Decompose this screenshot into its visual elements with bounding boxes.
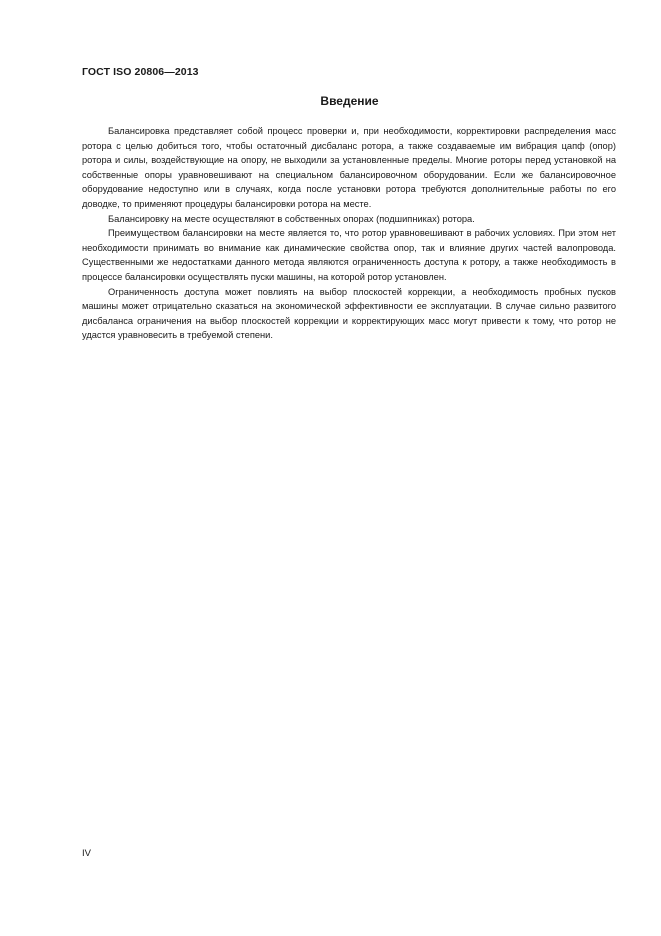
page-number: IV: [82, 848, 91, 859]
document-header: ГОСТ ISO 20806—2013: [82, 66, 199, 78]
body-text: [82, 124, 616, 343]
paragraph: Ограниченность доступа может повлиять на выбор плоскостей коррекции, а необходимость пробных пусков машины может отрицательно сказаться на экономической эффективности ее эксплуатации. В случае сильно развитого дисбаланса ограничения на выбор плоскостей коррекции и корректирующих масс могут привести к тому, что ротор не удастся уравновесить в требуемой степени.: [82, 286, 616, 341]
paragraph: Балансировку на месте осуществляют в собственных опорах (подшипниках) ротора.: [108, 213, 475, 224]
paragraph: Преимуществом балансировки на месте является то, что ротор уравновешивают в рабочих условиях. При этом нет необходимости принимать во внимание как динамические свойства опор, так и влияние других частей валопровода. Существенными же недостатками данного метода являются ограниченность доступа к ротору, а также необходимость в процессе балансировки осуществлять пуски машины, на которой ротор установлен.: [82, 228, 616, 282]
section-title: Введение: [320, 94, 379, 108]
paragraph: Балансировка представляет собой процесс проверки и, при необходимости, корректировки распределения масс ротора с целью добиться того, чтобы остаточный дисбаланс ротора, а также создаваемые им вибрация цапф (опор) ротора и силы, воздействующие на опору, не выходили за установленные пределы. Многие роторы перед установкой на собственные опоры уравновешивают на специальном балансировочном оборудовании. Если же балансировочное оборудование недоступно или в случаях, когда после установки ротора требуются дополнительные работы по его доводке, то применяют процедуры балансировки ротора на месте.: [82, 126, 616, 209]
